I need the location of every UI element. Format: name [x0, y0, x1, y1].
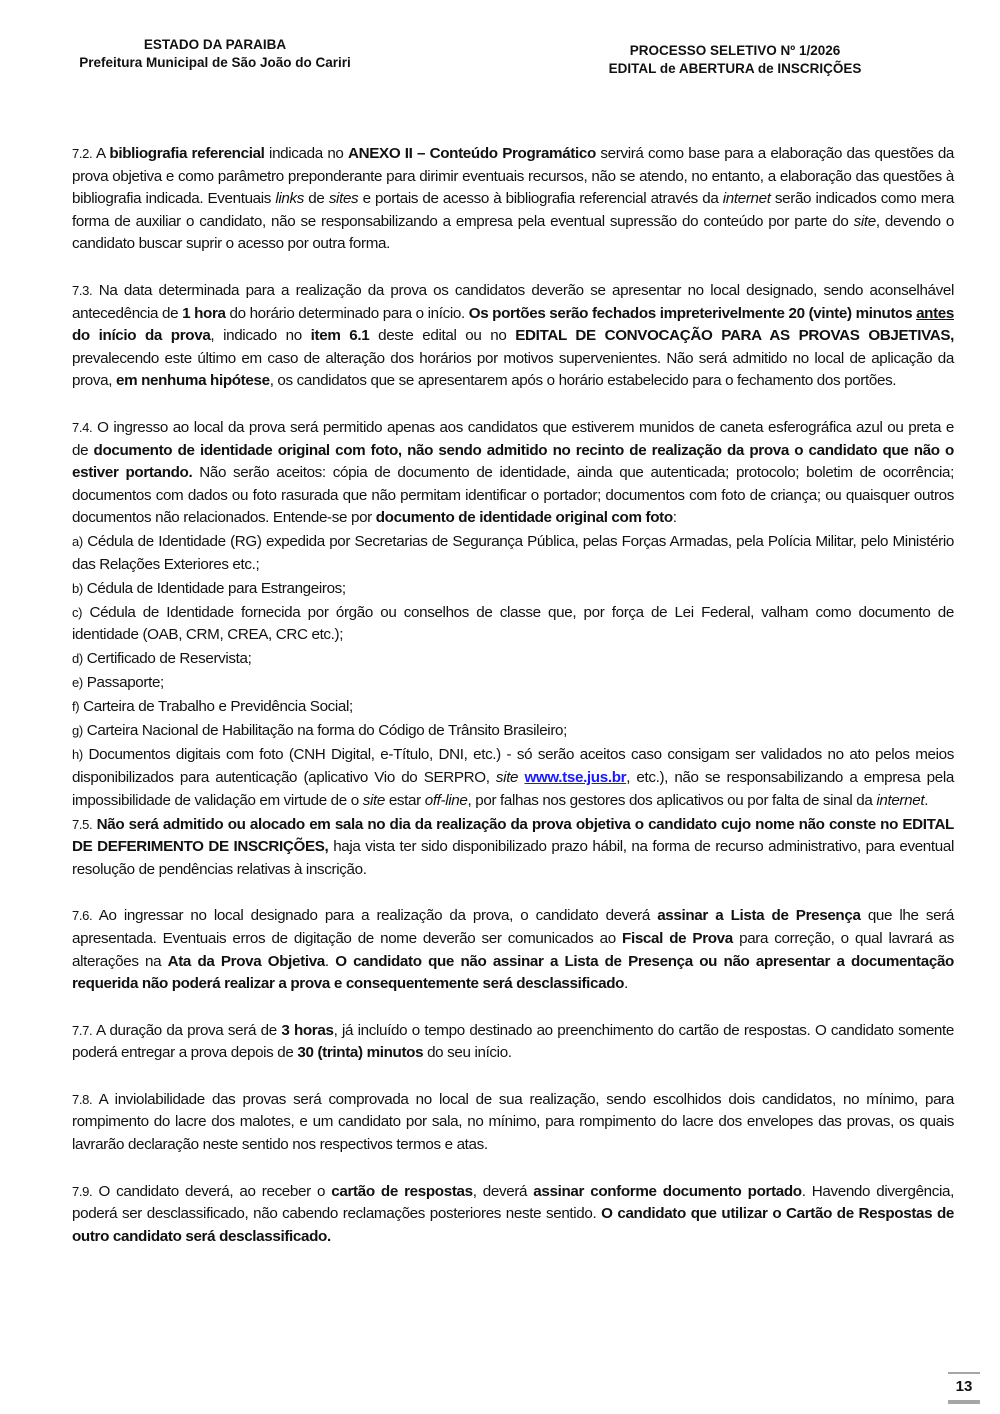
section-7-7: 7.7. A duração da prova será de 3 horas, já incluído o tempo destinado ao preenchimento do cartão de respostas. O candidato somente poderá entregar a prova depois de 30 (trinta) minutos do seu início.: [72, 1021, 954, 1062]
header-left: [60, 36, 370, 72]
list-item: d) Certificado de Reservista;: [72, 650, 252, 668]
section-7-5: 7.5. Não será admitido ou alocado em sala no dia da realização da prova objetiva o candidato cujo nome não conste no EDITAL DE DEFERIMENTO DE INSCRIÇÕES, haja vista ter sido disponibilizado prazo hábil, na forma de recurso administrativo, para eventual resolução de pendências relativas à inscrição.: [72, 815, 954, 878]
document-body: [72, 143, 954, 1272]
list-item: h) Documentos digitais com foto (CNH Digital, e-Título, DNI, etc.) - só serão aceitos caso consigam ser validados no ato pelos meios disponibilizados para autenticação (aplicativo Vio do SERPRO, site www.tse.jus.br, etc.), não se responsabilizando a empresa pela impossibilidade de validação em virtude de o site estar off-line, por falhas nos gestores dos aplicativos ou por falta de sinal da internet.: [72, 746, 954, 809]
list-item: c) Cédula de Identidade fornecida por órgão ou conselhos de classe que, por força de Lei Federal, valham como documento de identidade (OAB, CRM, CREA, CRC etc.);: [72, 603, 954, 644]
section-number: 7.9.: [72, 1183, 93, 1199]
accepted-documents-list: [72, 531, 954, 812]
section-number: 7.8.: [72, 1091, 93, 1107]
page-number: 13: [955, 1378, 973, 1395]
tse-link[interactable]: www.tse.jus.br: [524, 768, 627, 786]
section-7-6: 7.6. Ao ingressar no local designado para a realização da prova, o candidato deverá assinar a Lista de Presença que lhe será apresentada. Eventuais erros de digitação de nome deverão ser comunicados ao Fiscal de Prova para correção, o qual lavrará as alterações na Ata da Prova Objetiva. O candidato que não assinar a Lista de Presença ou não apresentar a documentação requerida não poderá realizar a prova e consequentemente será desclassificado.: [72, 907, 954, 993]
list-item: g) Carteira Nacional de Habilitação na forma do Código de Trânsito Brasileiro;: [72, 722, 567, 740]
header-right: [585, 42, 885, 78]
list-item: e) Passaporte;: [72, 674, 164, 692]
section-7-9: 7.9. O candidato deverá, ao receber o cartão de respostas, deverá assinar conforme documento portado. Havendo divergência, poderá ser desclassificado, não cabendo reclamações posteriores neste sentido. O candidato que utilizar o Cartão de Respostas de outro candidato será desclassificado.: [72, 1182, 954, 1245]
section-number: 7.7.: [72, 1022, 93, 1038]
section-number: 7.6.: [72, 908, 93, 924]
section-number: 7.5.: [72, 816, 93, 832]
section-number: 7.3.: [72, 282, 93, 298]
section-7-8: 7.8. A inviolabilidade das provas será comprovada no local de sua realização, sendo escolhidos dois candidatos, no mínimo, para rompimento do lacre dos malotes, e um candidato por sala, no mínimo, para rompimento do lacre dos envelopes das provas, os quais lavrarão declaração neste sentido nos respectivos termos e atas.: [72, 1090, 954, 1154]
section-number: 7.2.: [72, 146, 93, 161]
section-number: 7.4.: [72, 419, 93, 435]
header-edital: EDITAL de ABERTURA de INSCRIÇÕES: [608, 61, 862, 76]
section-7-2: 7.2. A bibliografia referencial indicada no ANEXO II – Conteúdo Programático servirá como base para a elaboração das questões da prova objetiva e como parâmetro preponderante para dirimir eventuais recursos, não se atendo, no entanto, a elaboração das questões à bibliografia indicada. Eventuais links de sites e portais de acesso à bibliografia referencial através da internet serão indicados como mera forma de auxiliar o candidato, não se responsabilizando a empresa pela eventual supressão do conteúdo por parte do site, devendo o candidato buscar suprir o acesso por outra forma.: [72, 145, 955, 253]
page-number-top-bar: [948, 1372, 980, 1374]
header-process: PROCESSO SELETIVO Nº 1/2026: [629, 43, 841, 58]
section-7-4: 7.4. O ingresso ao local da prova será permitido apenas aos candidatos que estiverem munidos de caneta esferográfica azul ou preta e de documento de identidade original com foto, não sendo admitido no recinto de realização da prova o candidato que não o estiver portando. Não serão aceitos: cópia de documento de identidade, ainda que autenticada; protocolo; boletim de ocorrência; documentos com dados ou foto rasurada que não permitam identificar o portador; documentos com foto de criança; ou quaisquer outros documentos não relacionados. Entende-se por documento de identidade original com foto:: [72, 418, 954, 527]
section-7-3: 7.3. Na data determinada para a realização da prova os candidatos deverão se apresentar no local designado, sendo aconselhável antecedência de 1 hora do horário determinado para o início. Os portões serão fechados impreterivelmente 20 (vinte) minutos antes do início da prova, indicado no item 6.1 deste edital ou no EDITAL DE CONVOCAÇÃO PARA AS PROVAS OBJETIVAS, prevalecendo este último em caso de alteração dos horários por motivos supervenientes. Não será admitido no local de aplicação da prova, em nenhuma hipótese, os candidatos que se apresentarem após o horário estabelecido para o fechamento dos portões.: [72, 281, 954, 390]
list-item: f) Carteira de Trabalho e Previdência Social;: [72, 698, 353, 716]
page-number-bottom-bar: [948, 1400, 980, 1404]
header-state: ESTADO DA PARAIBA: [143, 37, 287, 52]
list-item: a) Cédula de Identidade (RG) expedida por Secretarias de Segurança Pública, pelas Forças Armadas, pela Polícia Militar, pelo Ministério das Relações Exteriores etc.;: [72, 533, 954, 573]
page-number-box: [946, 1372, 982, 1404]
list-item: b) Cédula de Identidade para Estrangeiros;: [72, 579, 346, 597]
header-municipality: Prefeitura Municipal de São João do Cariri: [79, 55, 351, 70]
